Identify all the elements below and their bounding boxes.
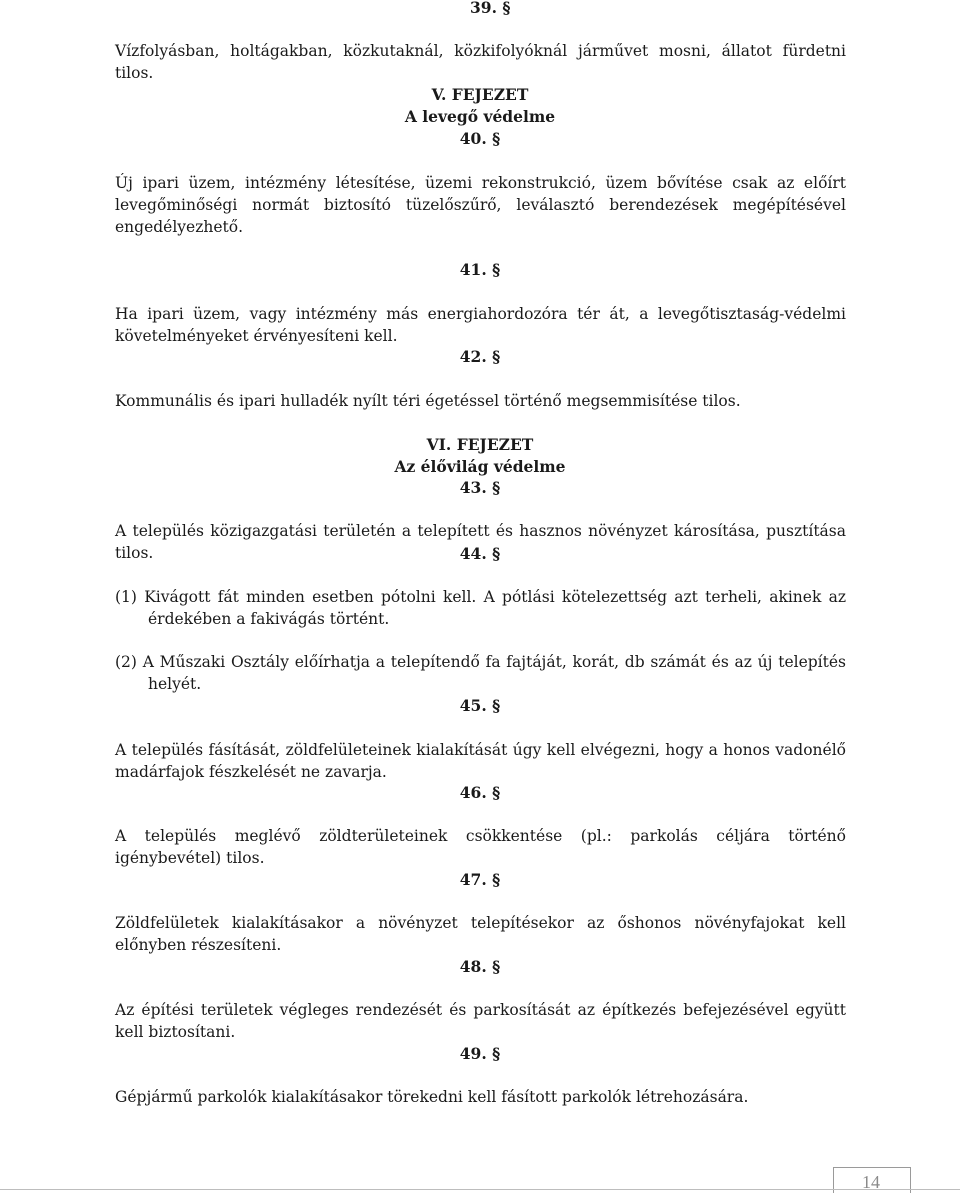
section-42-text: Kommunális és ipari hulladék nyílt téri égetéssel történő megsemmisítése tilos. xyxy=(115,392,741,410)
chapter-5-title: V. FEJEZET xyxy=(431,85,529,104)
section-46-heading: 46. § xyxy=(459,783,501,802)
footer-line xyxy=(0,1189,960,1190)
section-47-text: Zöldfelületek kialakításakor a növényzet telepítésekor az őshonos növényfajokat kell előnyben részesíteni. xyxy=(115,914,846,954)
page-number: 14 xyxy=(862,1172,880,1192)
chapter-6-title: VI. FEJEZET xyxy=(426,435,534,454)
section-48-heading: 48. § xyxy=(459,957,501,976)
section-49-text: Gépjármű parkolók kialakításakor törekedni kell fásított parkolók létrehozására. xyxy=(115,1088,749,1106)
section-40-heading: 40. § xyxy=(459,129,501,148)
section-41-text: Ha ipari üzem, vagy intézmény más energiahordozóra tér át, a levegőtisztaság-védelmi követelményeket érvényesíteni kell. xyxy=(115,305,846,345)
section-44-heading: 44. § xyxy=(459,544,501,563)
section-40-text: Új ipari üzem, intézmény létesítése, üzemi rekonstrukció, üzem bővítése csak az előírt levegőminőségi normát biztosító tüzelőszűrő, leválasztó berendezések megépítésével engedélyezhető. xyxy=(115,174,846,236)
section-44-item-1: (1) Kivágott fát minden esetben pótolni kell. A pótlási kötelezettség azt terheli, akinek az érdekében a fakivágás történt. xyxy=(115,588,846,628)
chapter-5-subtitle: A levegő védelme xyxy=(404,107,556,126)
section-42-heading: 42. § xyxy=(459,347,501,366)
section-44-item-2: (2) A Műszaki Osztály előírhatja a telepítendő fa fajtáját, korát, db számát és az új telepítés helyét. xyxy=(115,653,846,693)
section-46-text: A település meglévő zöldterületeinek csökkentése (pl.: parkolás céljára történő igénybevétel) tilos. xyxy=(115,827,846,867)
section-43-text: A település közigazgatási területén a telepített és hasznos növényzet károsítása, pusztítása tilos. xyxy=(115,522,846,562)
section-39-text: Vízfolyásban, holtágakban, közkutaknál, közkifolyóknál járművet mosni, állatot fürdetni tilos. xyxy=(115,42,846,82)
chapter-6-subtitle: Az élővilág védelme xyxy=(394,457,566,476)
section-39-heading: 39. § xyxy=(470,0,511,17)
section-45-heading: 45. § xyxy=(459,696,501,715)
section-48-text: Az építési területek végleges rendezését és parkosítását az építkezés befejezésével együtt kell biztosítani. xyxy=(115,1001,846,1041)
section-43-heading: 43. § xyxy=(459,478,501,497)
section-45-text: A település fásítását, zöldfelületeinek kialakítását úgy kell elvégezni, hogy a honos vadonélő madárfajok fészkelését ne zavarja. xyxy=(115,741,846,781)
section-49-heading: 49. § xyxy=(459,1044,501,1063)
section-41-heading: 41. § xyxy=(459,260,501,279)
section-47-heading: 47. § xyxy=(459,870,501,889)
